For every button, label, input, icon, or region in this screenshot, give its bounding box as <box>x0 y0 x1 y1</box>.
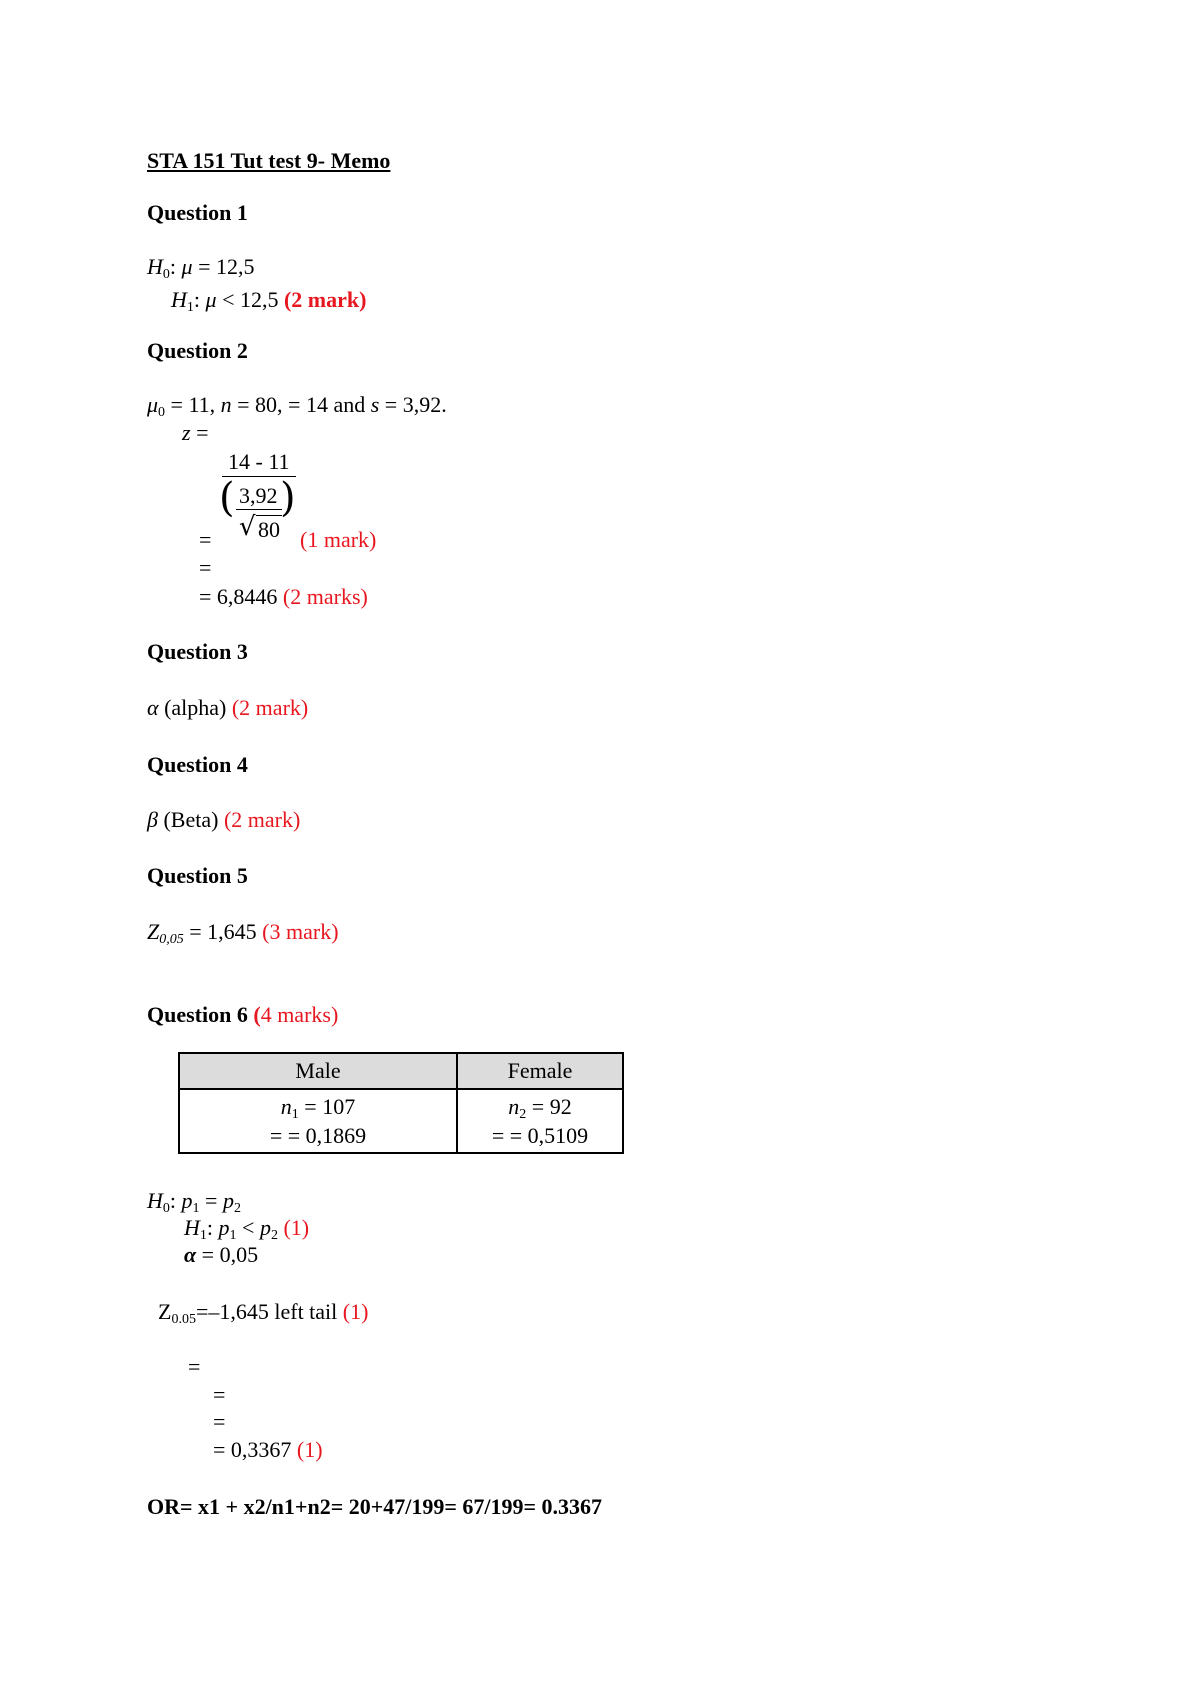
q2-equals-line-1: = <box>199 527 212 552</box>
q6-alt-hypothesis: $H_1$: $p_1 < p_2$ (1) <box>184 1215 310 1243</box>
table-cell-female: $n_2 = 92$ = = 0,5109 <box>457 1089 623 1153</box>
q2-z-label: z = <box>182 420 209 445</box>
q1-mark: (2 mark) <box>283 287 367 312</box>
q6-pooled-result: = 0,3367 (1) <box>213 1437 323 1462</box>
q2-mark-3: (2 marks) <box>282 584 368 609</box>
q2-result: = 6,8446 (2 marks) <box>199 584 368 609</box>
q6-equals-line-2: = <box>213 1382 226 1407</box>
q2-given-values: $\mu_0 = 11$, n = 80, = 14 and s = 3,92. <box>147 392 447 420</box>
q4-answer: β (Beta) (2 mark) <box>147 807 301 832</box>
q6-alpha: α = 0,05 <box>184 1242 259 1267</box>
q6-pooled-mark: (1) <box>296 1437 323 1462</box>
question-1-heading: Question 1 <box>147 200 248 225</box>
proportion-table <box>178 1052 624 1154</box>
q1-null-hypothesis: $H_0$: μ = 12,5 <box>147 254 255 282</box>
q2-fraction-numerator: 14 - 11 <box>228 449 290 474</box>
q6-equals-line-1: = <box>188 1354 201 1379</box>
q2-sqrt-overline <box>256 515 282 516</box>
q2-inner-numerator: 3,92 <box>239 483 278 508</box>
question-6-heading: Question 6 (4 marks) <box>147 1002 339 1027</box>
q6-null-hypothesis: $H_0$: $p_1 = p_2$ <box>147 1188 241 1216</box>
q3-mark: (2 mark) <box>231 695 309 720</box>
q2-right-paren: ) <box>280 475 296 521</box>
table-header-female: Female <box>457 1053 623 1089</box>
q2-sqrt-symbol: √ <box>239 512 256 542</box>
question-3-heading: Question 3 <box>147 639 248 664</box>
page-title: STA 151 Tut test 9- Memo <box>147 148 391 173</box>
q6-critical-value: $Z_{0.05}=-1,645$ left tail (1) <box>158 1299 369 1327</box>
q2-equals-line-2: = <box>199 555 212 580</box>
question-4-heading: Question 4 <box>147 752 248 777</box>
q2-inner-denominator: 80 <box>258 517 280 542</box>
q6-equals-line-3: = <box>213 1409 226 1434</box>
q5-answer: $Z_{0,05} = 1,645$ (3 mark) <box>147 919 339 947</box>
q6-critical-mark: (1) <box>342 1299 369 1324</box>
q2-left-paren: ( <box>219 475 235 521</box>
q6-alternative-calculation: OR= x1 + x2/n1+n2= 20+47/199= 67/199= 0.3367 <box>147 1494 603 1519</box>
table-cell-male: $n_1 = 107$ = = 0,1869 <box>179 1089 457 1153</box>
q6-mark: 4 marks) <box>260 1002 339 1027</box>
q5-mark: (3 mark) <box>262 919 339 944</box>
question-2-heading: Question 2 <box>147 338 248 363</box>
table-header-male: Male <box>179 1053 457 1089</box>
q4-mark: (2 mark) <box>223 807 301 832</box>
q2-inner-bar <box>236 509 282 510</box>
q3-answer: α (alpha) (2 mark) <box>147 695 309 720</box>
q2-mark-1: (1 mark) <box>300 527 377 552</box>
q6-h1-mark: (1) <box>277 1215 310 1240</box>
q1-alt-hypothesis: $H_1$: μ < 12,5 (2 mark) <box>171 287 367 315</box>
question-5-heading: Question 5 <box>147 863 248 888</box>
